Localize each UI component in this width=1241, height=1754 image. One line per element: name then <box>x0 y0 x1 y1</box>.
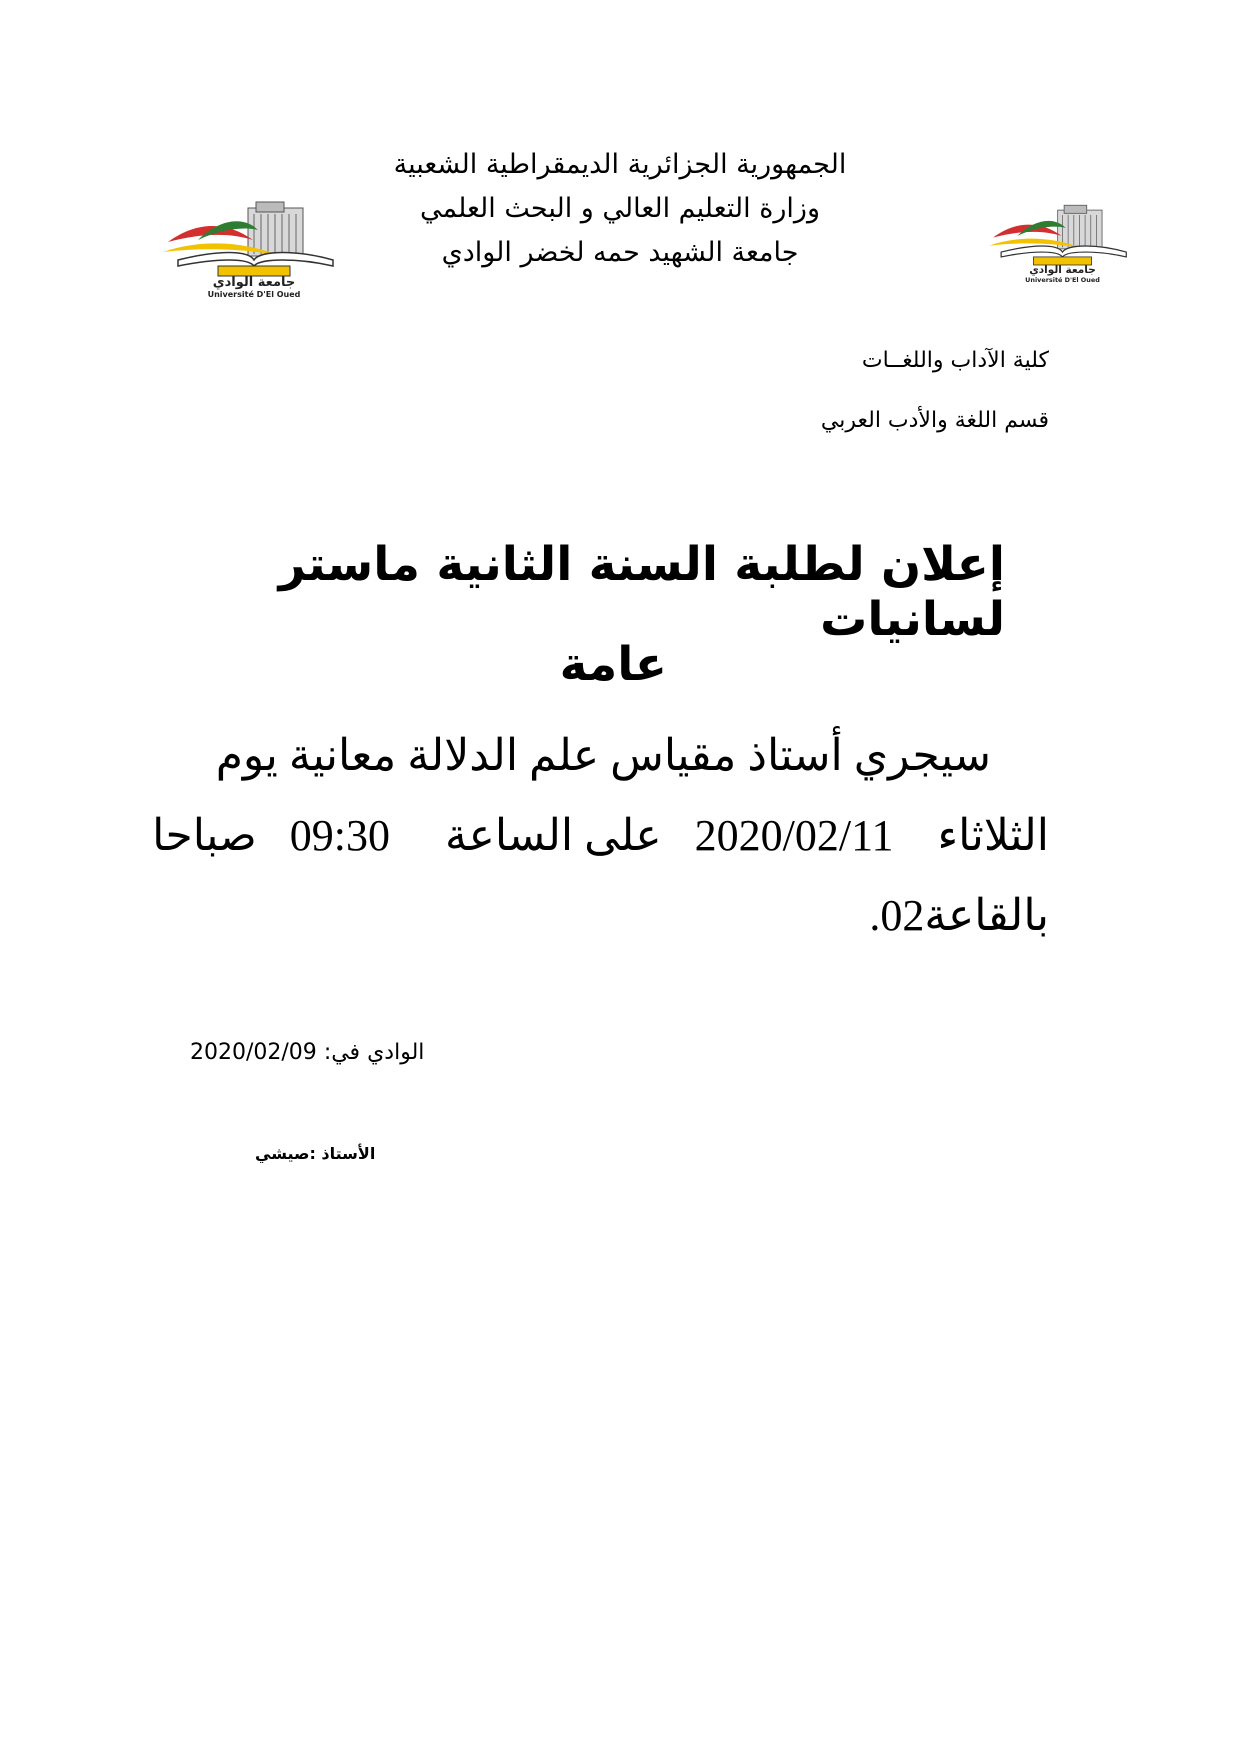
university-logo-icon <box>158 200 350 300</box>
exam-time: 09:30 <box>289 811 391 860</box>
logo-arabic-text: جامعة الوادي <box>1029 264 1096 277</box>
announcement-title-line1: إعلان لطلبة السنة الثانية ماستر لسانيات <box>278 537 1005 647</box>
header-university: جامعة الشهيد حمه لخضر الوادي <box>441 237 799 268</box>
place-date-value: 2020/02/09 <box>190 1040 317 1065</box>
header-ministry: وزارة التعليم العالي و البحث العلمي <box>419 193 820 224</box>
logo-latin-text: Université D'El Oued <box>1025 275 1100 284</box>
exam-hall-number: 02 <box>880 891 925 940</box>
professor-signature: الأستاذ :صيشي <box>255 1144 376 1163</box>
announcement-body-line3 <box>869 890 1049 941</box>
exam-morning: صباحا <box>152 811 257 860</box>
university-logo-icon <box>985 200 1140 288</box>
exam-date: 2020/02/11 <box>694 811 894 860</box>
exam-day: الثلاثاء <box>937 811 1049 860</box>
exam-at-label: على الساعة <box>445 811 662 860</box>
announcement-body-line2 <box>152 810 1049 861</box>
exam-hall-label: بالقاعة <box>924 891 1049 940</box>
announcement-body-line1: سيجري أستاذ مقياس علم الدلالة معانية يوم <box>215 731 991 780</box>
university-logo-right <box>985 200 1140 288</box>
university-logo-left <box>158 200 350 300</box>
department-name: قسم اللغة والأدب العربي <box>820 408 1049 433</box>
sentence-end: . <box>869 891 881 940</box>
logo-latin-text: Université D'El Oued <box>207 290 301 299</box>
place-date <box>190 1040 424 1065</box>
logo-arabic-text: جامعة الوادي <box>212 275 296 290</box>
announcement-title-line2: عامة <box>559 637 667 692</box>
header-republic: الجمهورية الجزائرية الديمقراطية الشعبية <box>393 149 847 180</box>
faculty-name: كلية الآداب واللغــات <box>861 348 1049 373</box>
place-date-label: الوادي في: <box>323 1040 425 1065</box>
